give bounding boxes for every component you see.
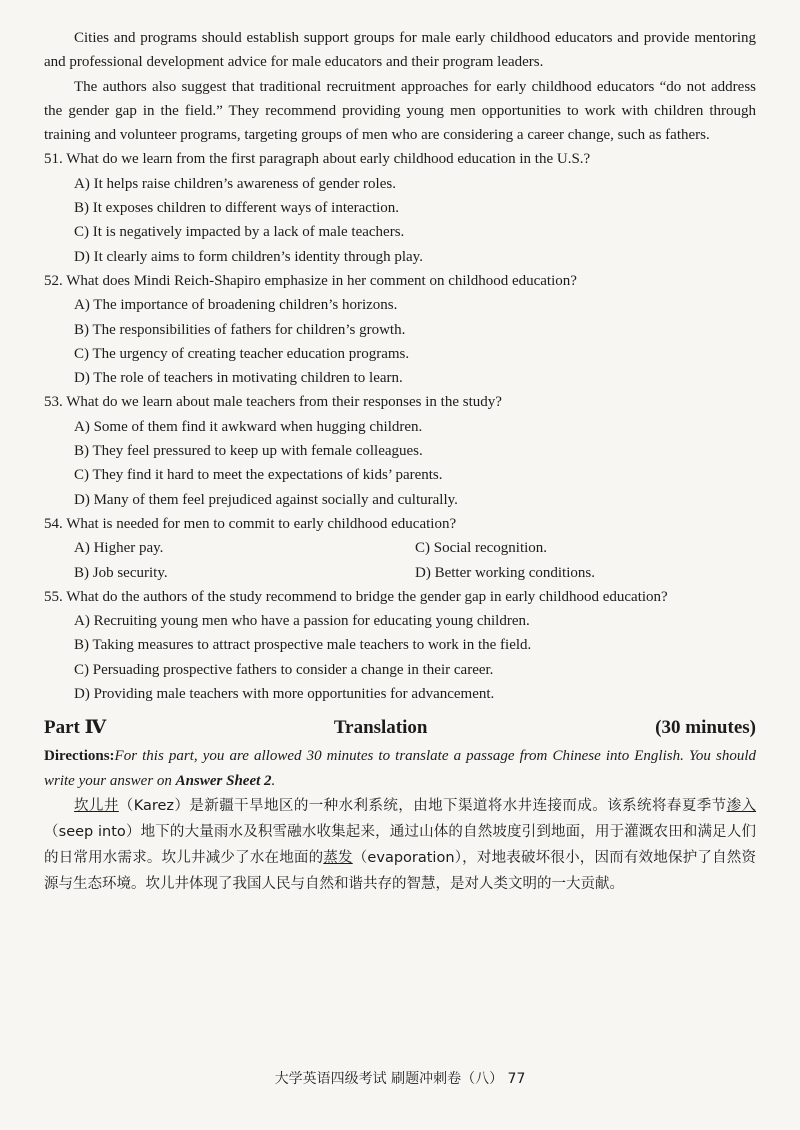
answer-sheet-ref: Answer Sheet 2 [175,772,272,789]
option-b[interactable]: B) They feel pressured to keep up with female colleagues. [74,443,423,460]
part-title: Translation [333,717,428,739]
option-b[interactable]: B) Taking measures to attract prospective male teachers to work in the field. [74,637,532,654]
option-b[interactable]: B) It exposes children to different ways of interaction. [74,200,400,217]
part-time: (30 minutes) [655,717,756,739]
question-53 [44,390,756,511]
option-b[interactable]: B) Job security. [74,564,168,581]
question-54 [44,512,756,585]
option-d[interactable]: D) It clearly aims to form children’s identity through play. [74,248,423,265]
term-seep-into: 渗入 [726,797,757,814]
option-a[interactable]: A) Some of them find it awkward when hugging children. [74,418,423,435]
page-body [44,26,756,897]
question-stem: 54. What is needed for men to commit to early childhood education? [44,515,457,532]
option-a[interactable]: A) Higher pay. [74,540,164,557]
passage-paragraph-2: The authors also suggest that traditional recruitment approaches for early childhood educators “do not address the gender gap in the field.” They recommend providing young men opportunities to work with children through training and volunteer programs, targeting groups of men who are considering a career change, such as fathers. [44,78,756,144]
term-evaporation: 蒸发 [323,849,353,866]
page-footer: 大学英语四级考试 刷题冲刺卷（八） 77 [274,1071,526,1087]
question-stem: 55. What do the authors of the study recommend to bridge the gender gap in early childhood education? [44,588,668,605]
option-b[interactable]: B) The responsibilities of fathers for children’s growth. [74,321,406,338]
option-d[interactable]: D) The role of teachers in motivating children to learn. [74,370,403,387]
option-a[interactable]: A) It helps raise children’s awareness of gender roles. [74,175,396,192]
option-c[interactable]: C) Social recognition. [415,540,548,557]
option-d[interactable]: D) Better working conditions. [415,564,595,581]
question-55 [44,585,756,706]
option-c[interactable]: C) Persuading prospective fathers to consider a change in their career. [74,661,494,678]
option-row-1 [74,536,756,560]
passage-paragraph-1: Cities and programs should establish support groups for male early childhood educators and provide mentoring and professional development advice for male educators and their program leaders. [44,30,756,71]
passage-text: （Karez）是新疆干旱地区的一种水利系统，由地下渠道将水井连接而成。该系统将春夏季节 [118,797,727,814]
part-label: Part Ⅳ [44,717,107,739]
directions-text: For this part, you are allowed 30 minutes to translate a passage from Chinese into English. You should write your answer on [44,748,756,789]
directions-label: Directions: [44,748,115,765]
option-row-2 [74,561,756,585]
translation-passage [44,793,756,897]
option-c[interactable]: C) It is negatively impacted by a lack of male teachers. [74,224,405,241]
question-stem: 52. What does Mindi Reich-Shapiro emphasize in her comment on childhood education? [44,272,577,289]
part-4-header [44,714,756,742]
passage-text: （evaporation），对地表破坏很小，因而有效地保护了自然资源与生态环境。坎儿井体现了我国人民与自然和谐共存的智慧，是对人类文明的一大贡献。 [44,849,756,892]
directions-end: . [271,772,276,789]
option-d[interactable]: D) Providing male teachers with more opportunities for advancement. [74,686,495,703]
term-karez: 坎儿井 [74,797,119,814]
question-51 [44,147,756,268]
option-a[interactable]: A) The importance of broadening children’s horizons. [74,297,398,314]
option-d[interactable]: D) Many of them feel prejudiced against socially and culturally. [74,491,458,508]
passage-text: （seep into）地下的大量雨水及积雪融水收集起来，通过山体的自然坡度引到地面，用于灌溉农田和满足人们的日常用水需求。坎儿井减少了水在地面的 [44,823,756,866]
option-c[interactable]: C) They find it hard to meet the expectations of kids’ parents. [74,467,443,484]
directions [44,744,756,793]
question-stem: 53. What do we learn about male teachers from their responses in the study? [44,394,502,411]
option-a[interactable]: A) Recruiting young men who have a passion for educating young children. [74,613,530,630]
option-c[interactable]: C) The urgency of creating teacher education programs. [74,345,410,362]
question-stem: 51. What do we learn from the first paragraph about early childhood education in the U.S.? [44,151,591,168]
question-52 [44,269,756,390]
